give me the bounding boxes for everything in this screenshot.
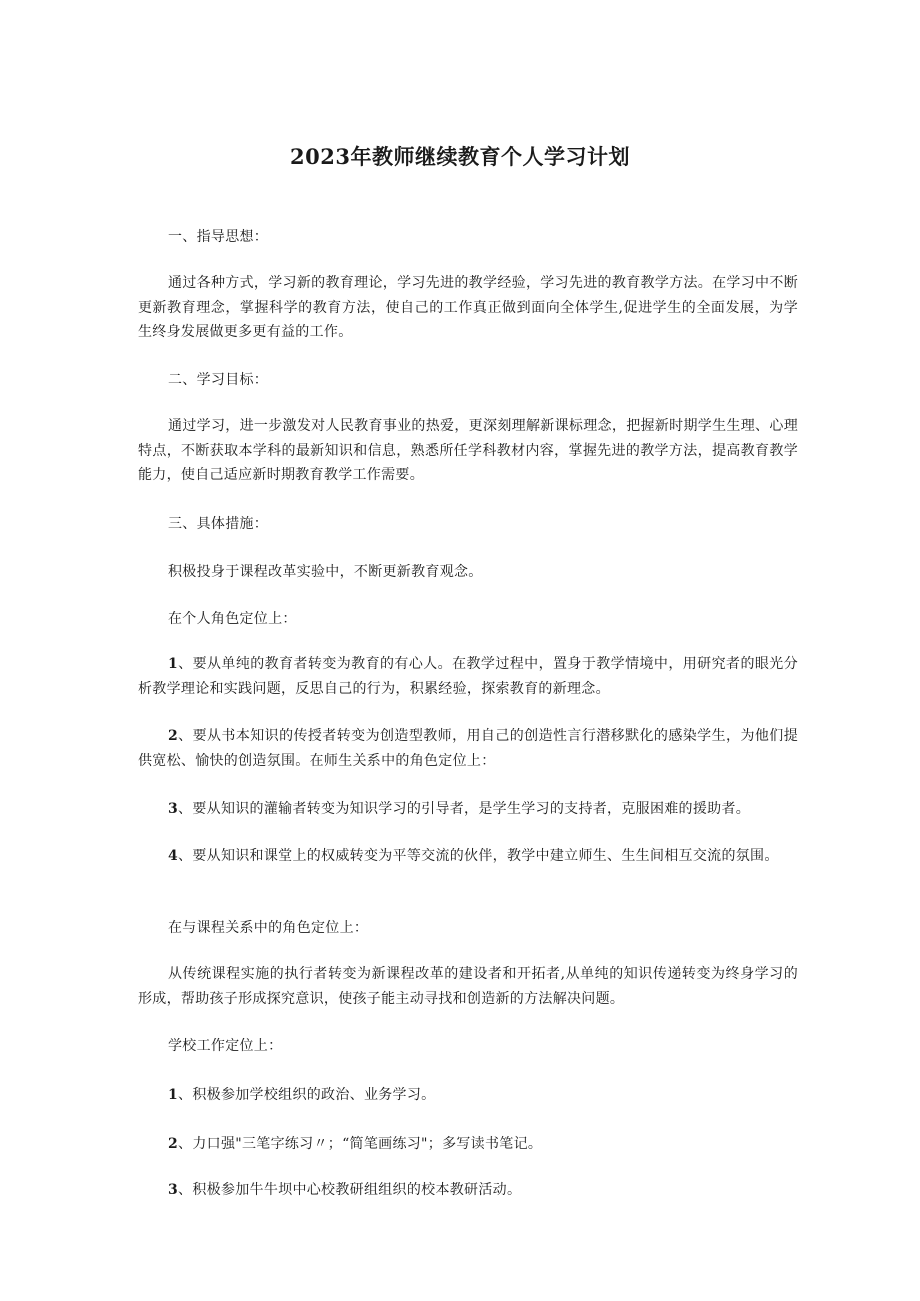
item-number: 4 bbox=[168, 848, 179, 864]
list-item-personal-4 bbox=[138, 844, 798, 869]
item-number: 2 bbox=[168, 728, 179, 744]
item-text: 、要从知识和课堂上的权威转变为平等交流的伙伴，教学中建立师生、生生间相互交流的氛围。 bbox=[178, 848, 779, 864]
list-item-personal-1 bbox=[138, 652, 798, 701]
item-number: 1 bbox=[168, 1087, 179, 1103]
list-item-personal-3 bbox=[138, 797, 798, 822]
section-heading-guiding: 一、指导思想： bbox=[168, 229, 269, 245]
item-number: 3 bbox=[168, 1182, 179, 1198]
item-number: 2 bbox=[168, 1136, 179, 1152]
list-item-personal-2 bbox=[138, 724, 798, 773]
subheading-school-work: 学校工作定位上： bbox=[168, 1038, 283, 1054]
section-heading-measures: 三、具体措施： bbox=[168, 516, 269, 532]
section-heading-goal: 二、学习目标： bbox=[168, 372, 269, 388]
item-text: 、积极参加学校组织的政治、业务学习。 bbox=[178, 1087, 436, 1103]
item-number: 1 bbox=[168, 656, 179, 672]
paragraph-measures-intro: 积极投身于课程改革实验中，不断更新教育观念。 bbox=[168, 564, 483, 580]
subheading-curriculum-role: 在与课程关系中的角色定位上： bbox=[168, 920, 369, 936]
item-text: 、力口强"三笔字练习〃；“简笔画练习"；多写读书笔记。 bbox=[178, 1136, 543, 1152]
list-item-school-2 bbox=[138, 1132, 798, 1157]
document-title: 2023年教师继续教育个人学习计划 bbox=[290, 144, 630, 169]
list-item-school-3 bbox=[138, 1178, 798, 1203]
item-text: 、要从单纯的教育者转变为教育的有心人。在教学过程中，置身于教学情境中，用研究者的眼光分析教学理论和实践问题，反思自己的行为，积累经验，探索教育的新理念。 bbox=[138, 656, 798, 697]
item-text: 、要从书本知识的传授者转变为创造型教师，用自己的创造性言行潜移默化的感染学生，为他们提供宽松、愉快的创造氛围。在师生关系中的角色定位上： bbox=[138, 728, 798, 769]
paragraph-curriculum: 从传统课程实施的执行者转变为新课程改革的建设者和开拓者,从单纯的知识传递转变为终身学习的形成，帮助孩子形成探究意识，使孩子能主动寻找和创造新的方法解决问题。 bbox=[138, 966, 798, 1007]
item-text: 、积极参加牛牛坝中心校教研组组织的校本教研活动。 bbox=[178, 1182, 522, 1198]
item-text: 、要从知识的灌输者转变为知识学习的引导者，是学生学习的支持者，克服困难的援助者。 bbox=[178, 801, 751, 817]
paragraph-goal: 通过学习，进一步激发对人民教育事业的热爱，更深刻理解新课标理念，把握新时期学生生理、心理特点，不断获取本学科的最新知识和信息，熟悉所任学科教材内容，掌握先进的教学方法，提高教育教学能力，使自己适应新时期教育教学工作需要。 bbox=[138, 418, 798, 483]
subheading-personal-role: 在个人角色定位上： bbox=[168, 611, 297, 627]
paragraph-guiding: 通过各种方式，学习新的教育理论，学习先进的教学经验，学习先进的教育教学方法。在学习中不断更新教育理念，掌握科学的教育方法，使自己的工作真正做到面向全体学生,促进学生的全面发展，为学生终身发展做更多更有益的工作。 bbox=[138, 275, 798, 340]
list-item-school-1 bbox=[138, 1083, 798, 1108]
item-number: 3 bbox=[168, 801, 179, 817]
